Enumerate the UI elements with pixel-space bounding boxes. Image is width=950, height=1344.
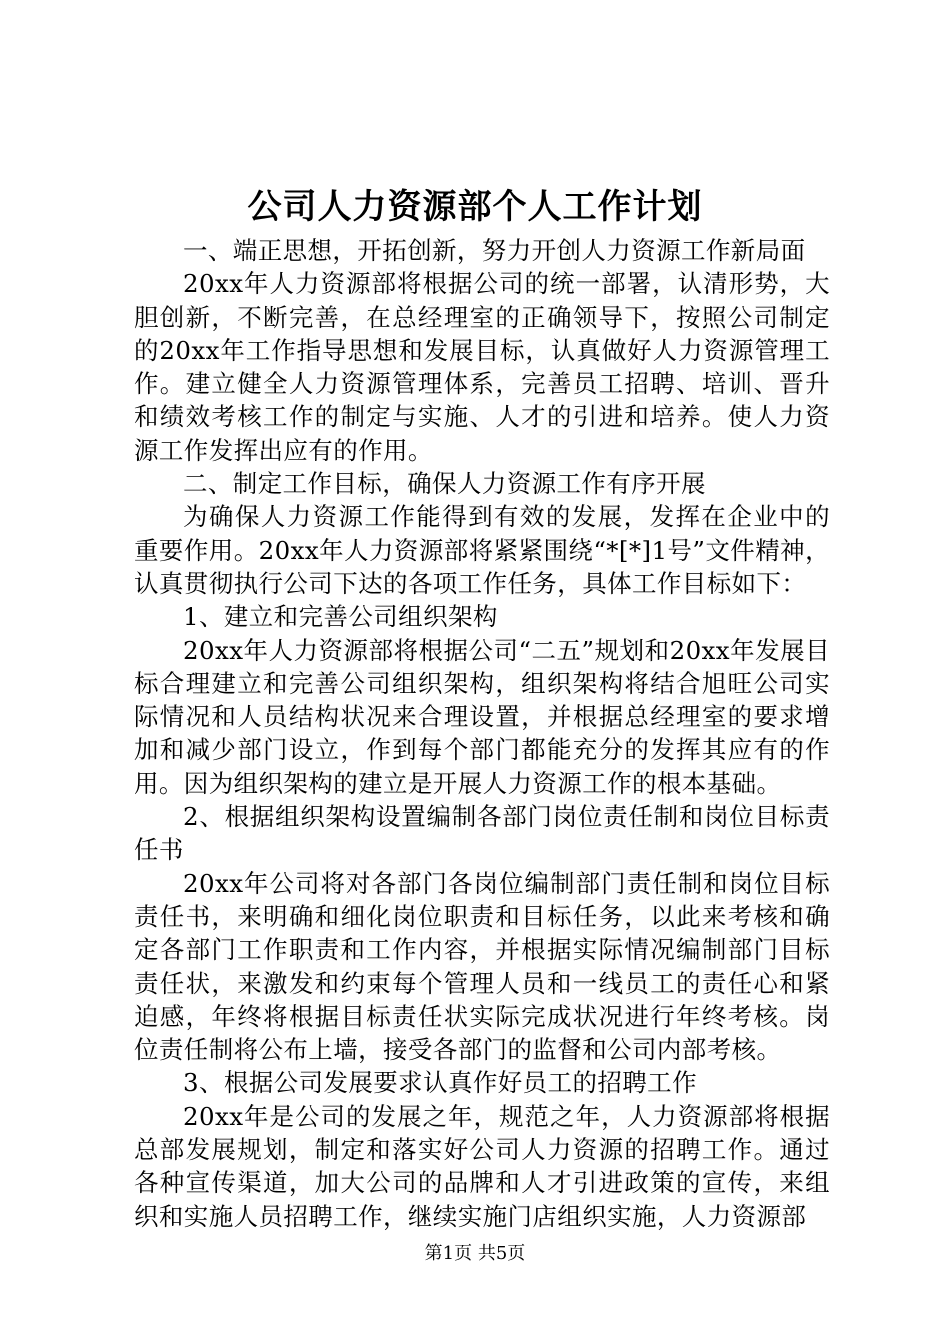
document-title: 公司人力资源部个人工作计划 — [247, 187, 703, 227]
subsection-heading: 3、根据公司发展要求认真作好员工的招聘工作 — [183, 1068, 697, 1098]
subsection-heading: 1、建立和完善公司组织架构 — [183, 602, 498, 632]
body-paragraph: 为确保人力资源工作能得到有效的发展，发挥在企业中的重要作用。20xx年人力资源部将紧紧围绕“*[*]1号”文件精神，认真贯彻执行公司下达的各项工作任务，具体工作目标如下： — [134, 502, 830, 598]
body-paragraph: 20xx年人力资源部将根据公司的统一部署，认清形势，大胆创新，不断完善，在总经理室的正确领导下，按照公司制定的20xx年工作指导思想和发展目标，认真做好人力资源管理工作。建立健全人力资源管理体系，完善员工招聘、培训、晋升和绩效考核工作的制定与实施、人才的引进和培养。使人力资源工作发挥出应有的作用。 — [134, 269, 830, 465]
body-paragraph: 20xx年是公司的发展之年，规范之年，人力资源部将根据总部发展规划，制定和落实好公司人力资源的招聘工作。通过各种宣传渠道，加大公司的品牌和人才引进政策的宣传，来组织和实施人员招聘工作，继续实施门店组织实施，人力资源部 — [134, 1101, 830, 1231]
section-heading: 一、端正思想，开拓创新，努力开创人力资源工作新局面 — [183, 236, 806, 265]
page-footer: 第1页 共5页 — [424, 1243, 526, 1264]
subsection-heading: 2、根据组织架构设置编制各部门岗位责任制和岗位目标责任书 — [134, 802, 830, 865]
document-body — [134, 234, 830, 1233]
section-heading: 二、制定工作目标，确保人力资源工作有序开展 — [183, 469, 706, 499]
body-paragraph: 20xx年人力资源部将根据公司“二五”规划和20xx年发展目标合理建立和完善公司组织架构，组织架构将结合旭旺公司实际情况和人员结构状况来合理设置，并根据总经理室的要求增加和减少部门设立，作到每个部门都能充分的发挥其应有的作用。因为组织架构的建立是开展人力资源工作的根本基础。 — [134, 635, 830, 798]
body-paragraph: 20xx年公司将对各部门各岗位编制部门责任制和岗位目标责任书，来明确和细化岗位职责和目标任务，以此来考核和确定各部门工作职责和工作内容，并根据实际情况编制部门目标责任状，来激发和约束每个管理人员和一线员工的责任心和紧迫感，年终将根据目标责任状实际完成状况进行年终考核。岗位责任制将公布上墙，接受各部门的监督和公司内部考核。 — [134, 868, 830, 1065]
